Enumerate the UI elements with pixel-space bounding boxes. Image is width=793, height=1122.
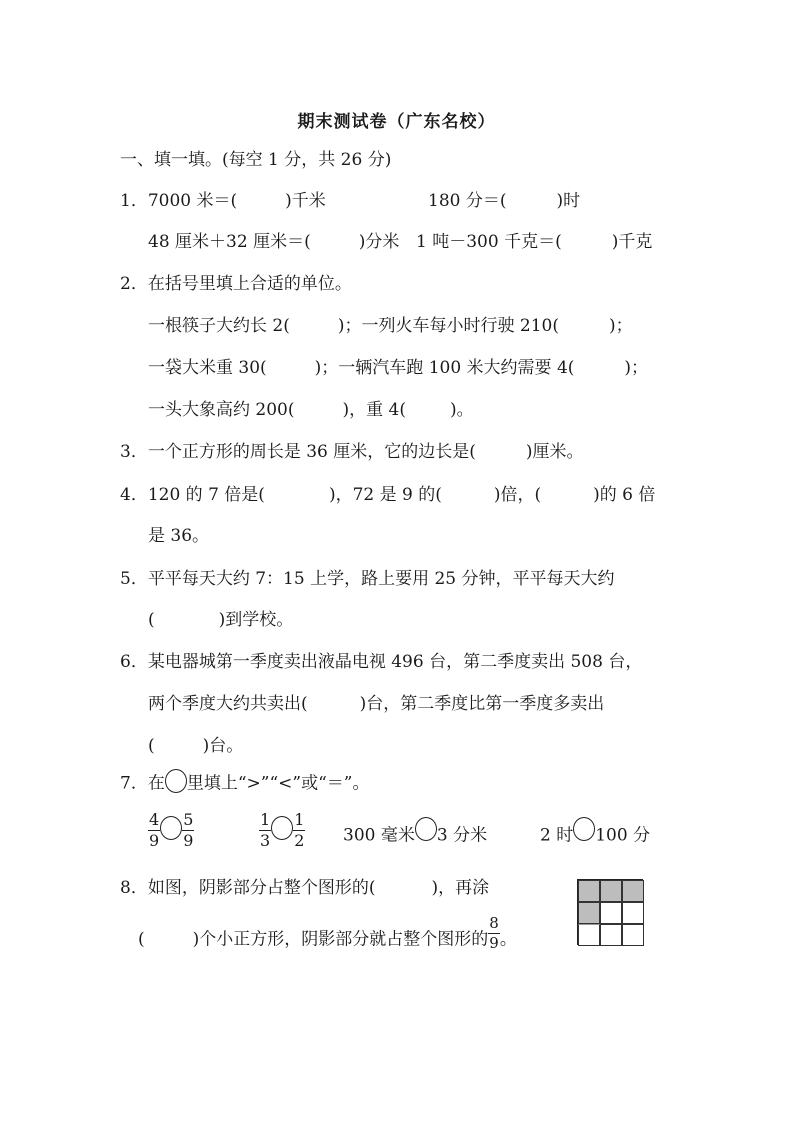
q5-text-b: ( — [148, 610, 155, 630]
q7-item3-left: 300 毫米 — [343, 825, 415, 846]
q8-text-a: 如图，阴影部分占整个图形的( — [147, 878, 376, 898]
q7-text-b: 里填上“>”“<”或“＝”。 — [186, 773, 370, 794]
q1-c-suffix: )分米 — [358, 232, 400, 252]
q8-number: 8． — [120, 878, 148, 898]
q1-c-prefix: 48 厘米＋32 厘米＝( — [148, 232, 311, 252]
q6-number: 6． — [120, 652, 148, 672]
q7-item3-right: 3 分米 — [436, 825, 488, 846]
q4-text-b: )，72 是 9 的( — [328, 485, 442, 505]
q3-number: 3． — [120, 442, 148, 462]
q7-item-1 — [148, 812, 194, 850]
q6-line3 — [148, 738, 243, 755]
q1-line2-right — [416, 234, 652, 251]
q7-number: 7． — [120, 773, 148, 794]
q1-d-suffix: )千克 — [611, 232, 653, 252]
q2-l3-text-a: 一头大象高约 200( — [148, 400, 295, 420]
fraction-1-3: $\frac{1}{3}$ — [260, 810, 271, 850]
q4-line2: 是 36。 — [148, 526, 210, 546]
q1-line1 — [120, 193, 326, 210]
q5-text-a: 平平每天大约 7：15 上学，路上要用 25 分钟，平平每天大约 — [147, 569, 615, 589]
q4-text-d: )的 6 倍 — [593, 485, 656, 505]
grid-cell-empty — [600, 902, 622, 924]
q2-line2 — [148, 360, 648, 377]
q8-line2 — [138, 914, 517, 958]
q3-text-a: 一个正方形的周长是 36 厘米，它的边长是( — [147, 442, 476, 462]
q2-l2-text-c: )； — [624, 358, 649, 378]
fraction-1-2: $\frac{1}{2}$ — [294, 810, 305, 850]
q1-a-prefix: 7000 米＝( — [147, 191, 238, 211]
fraction-8-9: $\frac{8}{9}$ — [489, 914, 499, 952]
q5-line2 — [148, 612, 293, 629]
q2-line3 — [148, 402, 474, 419]
q2-number: 2． — [120, 274, 148, 294]
q1-b-prefix: 180 分＝( — [428, 191, 507, 211]
grid-cell-empty — [578, 924, 600, 946]
q8-text-e: 。 — [499, 929, 517, 950]
q5-text-c: )到学校。 — [218, 610, 294, 630]
q2-prompt: 在括号里填上合适的单位。 — [147, 274, 352, 294]
q1-line2 — [148, 234, 399, 251]
q7-compare-circle-1[interactable] — [160, 816, 182, 840]
q2-line1 — [148, 318, 633, 335]
q7-item-4 — [540, 824, 650, 848]
circle-icon — [165, 769, 187, 793]
q3-text-b: )厘米。 — [525, 442, 584, 462]
q2-l2-text-a: 一袋大米重 30( — [148, 358, 267, 378]
q1-line1-right — [428, 193, 580, 210]
q6-text-a: 某电器城第一季度卖出液晶电视 496 台，第二季度卖出 508 台， — [147, 652, 643, 672]
q2-prompt-line — [120, 276, 352, 293]
q1-a-suffix: )千米 — [285, 191, 326, 211]
q5-number: 5． — [120, 569, 148, 589]
q4-line1 — [120, 487, 655, 504]
q6-text-e: )台。 — [202, 736, 244, 756]
q7-compare-circle-2[interactable] — [271, 816, 293, 840]
q2-l3-text-b: )，重 4( — [342, 400, 406, 420]
q4-text-a: 120 的 7 倍是( — [147, 485, 265, 505]
q4-number: 4． — [120, 485, 148, 505]
q7-item-2 — [259, 812, 305, 850]
q2-l1-text-c: )； — [608, 316, 633, 336]
q4-text-c: )倍，( — [493, 485, 542, 505]
grid-cell-empty — [622, 902, 644, 924]
q8-text-c: ( — [138, 929, 145, 950]
q8-line1 — [120, 880, 489, 897]
q2-l1-text-b: )；一列火车每小时行驶 210( — [337, 316, 559, 336]
q3-line — [120, 444, 584, 461]
fraction-4-9: $\frac{4}{9}$ — [149, 810, 160, 850]
q6-line2 — [148, 696, 604, 713]
q2-l3-text-c: )。 — [449, 400, 474, 420]
q6-text-d: ( — [148, 736, 155, 756]
grid-cell-empty — [622, 924, 644, 946]
shaded-grid-figure — [577, 879, 643, 945]
grid-cell-shaded — [578, 902, 600, 924]
q7-compare-circle-4[interactable] — [573, 817, 595, 841]
exam-title: 期末测试卷（广东名校） — [297, 112, 496, 132]
q8-text-d: )个小正方形，阴影部分就占整个图形的 — [192, 929, 489, 950]
grid-cell-empty — [600, 924, 622, 946]
grid-cell-shaded — [578, 880, 600, 902]
q7-line1 — [120, 772, 369, 796]
grid-cell-shaded — [600, 880, 622, 902]
q8-text-b: )，再涂 — [431, 878, 490, 898]
q7-item4-right: 100 分 — [595, 825, 651, 846]
q6-text-b: 两个季度大约共卖出( — [148, 694, 308, 714]
fraction-5-9: $\frac{5}{9}$ — [183, 810, 194, 850]
q5-line1 — [120, 571, 615, 588]
q6-line1 — [120, 654, 642, 671]
q7-item-3 — [343, 824, 487, 848]
q1-number: 1． — [120, 191, 148, 211]
section-heading: 一、填一填。(每空 1 分，共 26 分) — [120, 150, 392, 170]
grid-cell-shaded — [622, 880, 644, 902]
q7-item4-left: 2 时 — [540, 825, 574, 846]
q1-b-suffix: )时 — [556, 191, 581, 211]
q2-l2-text-b: )；一辆汽车跑 100 米大约需要 4( — [314, 358, 575, 378]
q1-d-prefix: 1 吨－300 千克＝( — [416, 232, 562, 252]
q7-compare-circle-3[interactable] — [415, 817, 437, 841]
q6-text-c: )台，第二季度比第一季度多卖出 — [359, 694, 605, 714]
q7-text-a: 在 — [147, 773, 165, 794]
q2-l1-text-a: 一根筷子大约长 2( — [148, 316, 290, 336]
